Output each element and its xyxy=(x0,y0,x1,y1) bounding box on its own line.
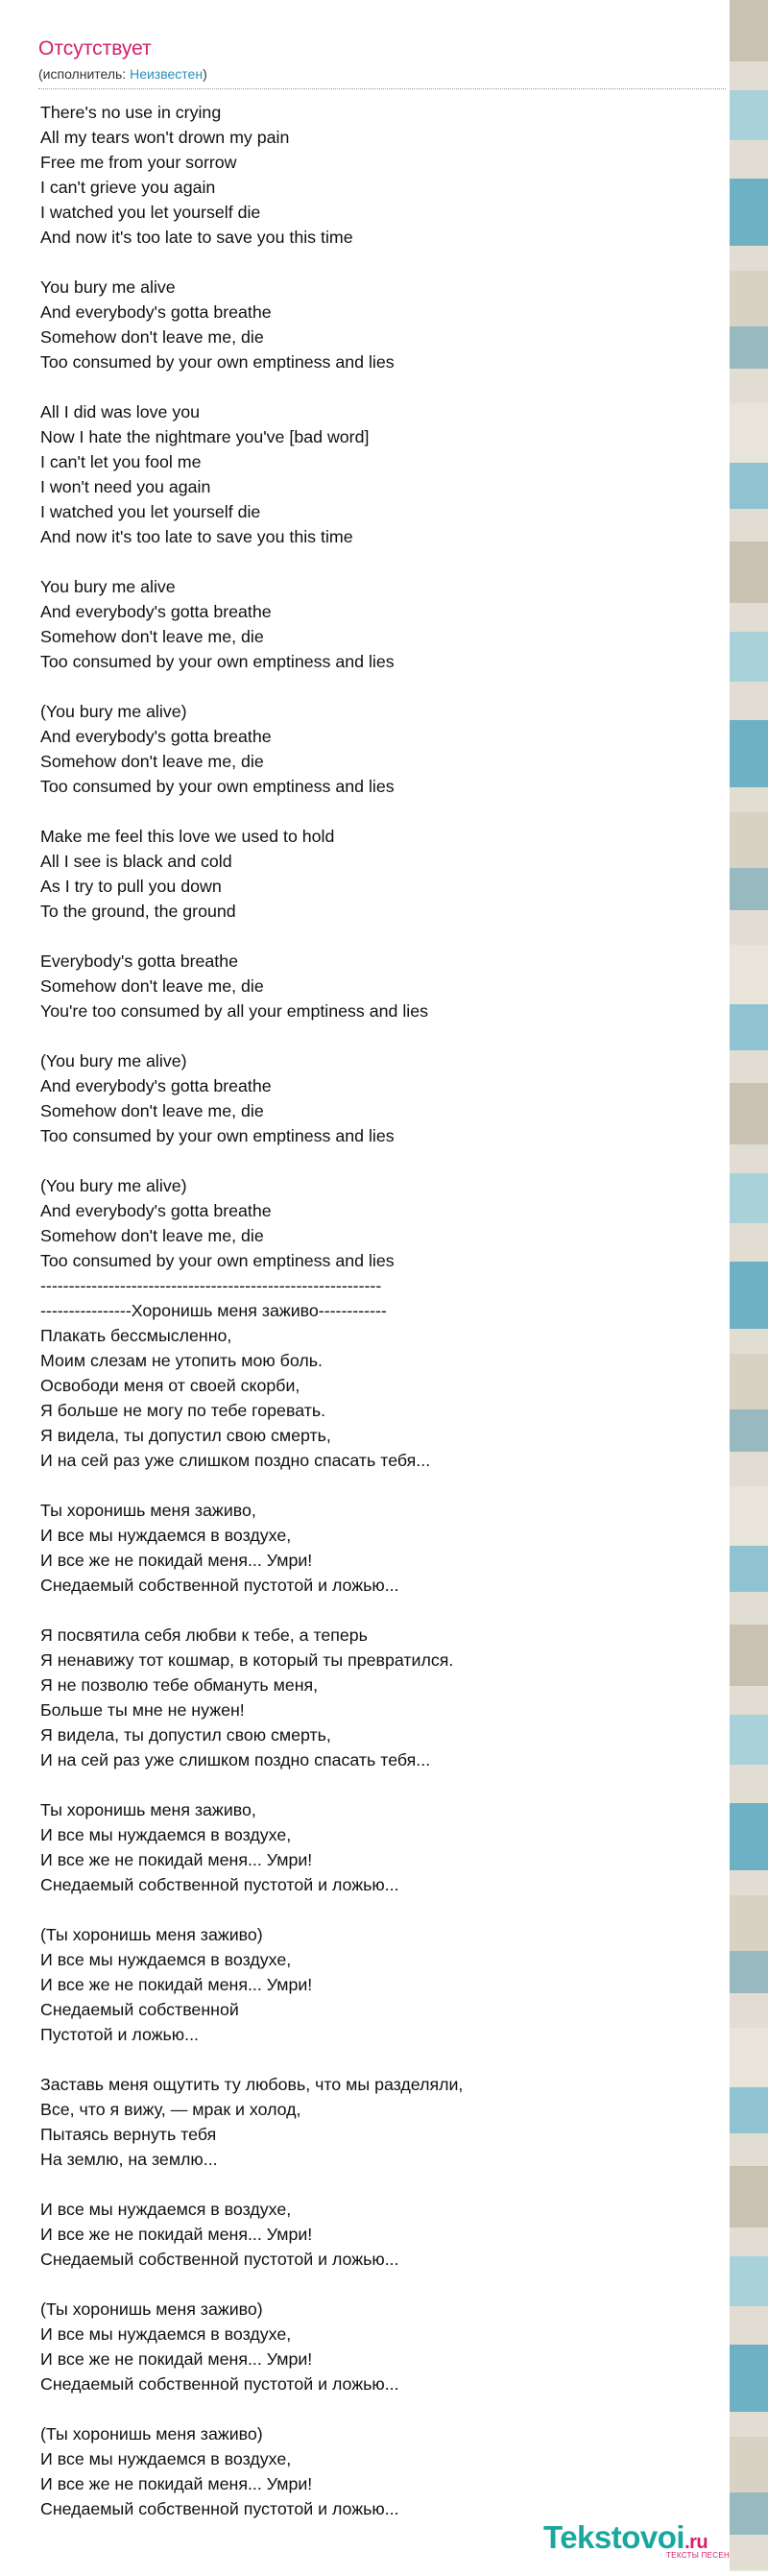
decorative-stripe xyxy=(730,2133,768,2166)
lyrics-line: All I did was love you xyxy=(40,402,201,421)
lyrics-line: Somehow don't leave me, die xyxy=(40,752,264,771)
lyrics-line: I can't grieve you again xyxy=(40,178,216,197)
decorative-stripe xyxy=(730,1173,768,1223)
decorative-stripe xyxy=(730,2166,768,2227)
decorative-stripe xyxy=(730,1452,768,1486)
lyrics-line: Моим слезам не утопить мою боль. xyxy=(40,1351,323,1370)
lyrics-blank-line xyxy=(40,674,712,699)
lyrics-line: As I try to pull you down xyxy=(40,877,222,896)
lyrics-blank-line xyxy=(40,2172,712,2197)
lyrics-line: И все же не покидай меня... Умри! xyxy=(40,2474,313,2493)
decorative-stripe xyxy=(730,1083,768,1144)
performer-suffix: ) xyxy=(203,66,207,82)
lyrics-line: I watched you let yourself die xyxy=(40,502,261,521)
decorative-stripe xyxy=(730,2028,768,2087)
lyrics-blank-line xyxy=(40,2272,712,2297)
lyrics-line: Somehow don't leave me, die xyxy=(40,1101,264,1120)
decorative-stripe xyxy=(730,1765,768,1803)
lyrics-line: (Ты хоронишь меня заживо) xyxy=(40,2424,263,2444)
lyrics-line: Free me from your sorrow xyxy=(40,153,237,172)
lyrics-line: Too consumed by your own emptiness and lies xyxy=(40,652,395,671)
decorative-stripe xyxy=(730,2256,768,2306)
decorative-stripe xyxy=(730,2087,768,2133)
logo-main-text: Tekstovoi xyxy=(543,2519,685,2555)
decorative-stripe xyxy=(730,1870,768,1895)
decorative-stripe xyxy=(730,1329,768,1354)
lyrics-line: И на сей раз уже слишком поздно спасать тебя... xyxy=(40,1750,431,1769)
lyrics-blank-line xyxy=(40,1897,712,1922)
lyrics-line: Снедаемый собственной пустотой и ложью... xyxy=(40,1875,399,1894)
decorative-stripe xyxy=(730,369,768,403)
lyrics-text xyxy=(40,100,712,2521)
lyrics-line: And now it's too late to save you this time xyxy=(40,527,353,546)
lyrics-line: И все мы нуждаемся в воздухе, xyxy=(40,1950,292,1969)
decorative-stripe xyxy=(730,1546,768,1592)
decorative-stripe xyxy=(730,542,768,603)
decorative-stripe-background xyxy=(730,0,768,2571)
decorative-stripe xyxy=(730,1144,768,1173)
lyrics-line: Больше ты мне не нужен! xyxy=(40,1700,245,1720)
lyrics-line: And everybody's gotta breathe xyxy=(40,1076,272,1095)
decorative-stripe xyxy=(730,1354,768,1409)
decorative-stripe xyxy=(730,1715,768,1765)
decorative-stripe xyxy=(730,1050,768,1083)
decorative-stripe xyxy=(730,0,768,61)
lyrics-blank-line xyxy=(40,549,712,574)
lyrics-blank-line xyxy=(40,1148,712,1173)
decorative-stripe xyxy=(730,632,768,682)
decorative-stripe xyxy=(730,90,768,140)
lyrics-line: Освободи меня от своей скорби, xyxy=(40,1376,300,1395)
lyrics-blank-line xyxy=(40,374,712,399)
decorative-stripe xyxy=(730,1686,768,1715)
lyrics-blank-line xyxy=(40,2396,712,2421)
lyrics-line: And now it's too late to save you this time xyxy=(40,228,353,247)
decorative-stripe xyxy=(730,1004,768,1050)
lyrics-line: И все мы нуждаемся в воздухе, xyxy=(40,2324,292,2344)
decorative-stripe xyxy=(730,2535,768,2569)
decorative-stripe xyxy=(730,1592,768,1625)
lyrics-line: Я ненавижу тот кошмар, в который ты превратился. xyxy=(40,1650,454,1670)
decorative-stripe xyxy=(730,2492,768,2535)
lyrics-line: На землю, на землю... xyxy=(40,2150,218,2169)
lyrics-blank-line xyxy=(40,1772,712,1797)
decorative-stripe xyxy=(730,910,768,945)
lyrics-line: You bury me alive xyxy=(40,577,176,596)
lyrics-line: Снедаемый собственной xyxy=(40,2000,239,2019)
decorative-stripe xyxy=(730,1895,768,1951)
decorative-stripe xyxy=(730,1951,768,1993)
lyrics-line: Somehow don't leave me, die xyxy=(40,327,264,347)
decorative-stripe xyxy=(730,1803,768,1870)
lyrics-blank-line xyxy=(40,2047,712,2072)
decorative-stripe xyxy=(730,2437,768,2492)
lyrics-line: Ты хоронишь меня заживо, xyxy=(40,1800,256,1819)
lyrics-line: Все, что я вижу, — мрак и холод, xyxy=(40,2100,301,2119)
lyrics-line: I won't need you again xyxy=(40,477,211,496)
lyrics-line: ----------------Хоронишь меня заживо------------ xyxy=(40,1301,387,1320)
lyrics-line: And everybody's gotta breathe xyxy=(40,727,272,746)
lyrics-line: (Ты хоронишь меня заживо) xyxy=(40,1925,263,1944)
song-title: Отсутствует xyxy=(38,37,152,60)
decorative-stripe xyxy=(730,326,768,369)
lyrics-line: Пустотой и ложью... xyxy=(40,2025,199,2044)
lyrics-line: And everybody's gotta breathe xyxy=(40,302,272,322)
performer-link[interactable]: Неизвестен xyxy=(130,66,204,82)
lyrics-line: И все же не покидай меня... Умри! xyxy=(40,2349,313,2369)
decorative-stripe xyxy=(730,61,768,90)
lyrics-line: Somehow don't leave me, die xyxy=(40,627,264,646)
lyrics-line: Ты хоронишь меня заживо, xyxy=(40,1501,256,1520)
lyrics-line: Too consumed by your own emptiness and lies xyxy=(40,1251,395,1270)
decorative-stripe xyxy=(730,2412,768,2437)
decorative-stripe xyxy=(730,1223,768,1262)
lyrics-line: И все же не покидай меня... Умри! xyxy=(40,1850,313,1869)
lyrics-line: И все же не покидай меня... Умри! xyxy=(40,2225,313,2244)
lyrics-line: Too consumed by your own emptiness and lies xyxy=(40,1126,395,1145)
lyrics-line: Снедаемый собственной пустотой и ложью... xyxy=(40,2499,399,2518)
decorative-stripe xyxy=(730,1993,768,2028)
lyrics-blank-line xyxy=(40,1023,712,1048)
lyrics-line: ------------------------------------------------------------ xyxy=(40,1276,382,1295)
lyrics-line: All my tears won't drown my pain xyxy=(40,128,290,147)
lyrics-line: Too consumed by your own emptiness and lies xyxy=(40,777,395,796)
lyrics-line: All I see is black and cold xyxy=(40,852,232,871)
lyrics-line: Пытаясь вернуть тебя xyxy=(40,2125,217,2144)
lyrics-line: Now I hate the nightmare you've [bad word] xyxy=(40,427,370,446)
lyrics-line: I can't let you fool me xyxy=(40,452,202,471)
lyrics-line: Я посвятила себя любви к тебе, а теперь xyxy=(40,1625,368,1645)
decorative-stripe xyxy=(730,2227,768,2256)
decorative-stripe xyxy=(730,682,768,720)
decorative-stripe xyxy=(730,603,768,632)
lyrics-line: You're too consumed by all your emptiness and lies xyxy=(40,1001,429,1021)
decorative-stripe xyxy=(730,2345,768,2412)
decorative-stripe xyxy=(730,868,768,910)
lyrics-line: There's no use in crying xyxy=(40,103,222,122)
lyrics-line: Снедаемый собственной пустотой и ложью... xyxy=(40,2374,399,2394)
decorative-stripe xyxy=(730,179,768,246)
lyrics-blank-line xyxy=(40,799,712,824)
decorative-stripe xyxy=(730,812,768,868)
lyrics-line: И все мы нуждаемся в воздухе, xyxy=(40,1526,292,1545)
header-divider xyxy=(38,88,726,89)
decorative-stripe xyxy=(730,140,768,179)
lyrics-line: Снедаемый собственной пустотой и ложью... xyxy=(40,2250,399,2269)
lyrics-line: Я видела, ты допустил свою смерть, xyxy=(40,1426,331,1445)
decorative-stripe xyxy=(730,1409,768,1452)
lyrics-line: Too consumed by your own emptiness and lies xyxy=(40,352,395,372)
logo-tld: .ru xyxy=(684,2532,708,2553)
lyrics-line: (Ты хоронишь меня заживо) xyxy=(40,2299,263,2319)
lyrics-line: (You bury me alive) xyxy=(40,1051,187,1071)
lyrics-line: Make me feel this love we used to hold xyxy=(40,827,335,846)
decorative-stripe xyxy=(730,2306,768,2345)
decorative-stripe xyxy=(730,509,768,542)
site-logo[interactable] xyxy=(543,2520,735,2566)
lyrics-blank-line xyxy=(40,250,712,275)
lyrics-line: Somehow don't leave me, die xyxy=(40,1226,264,1245)
lyrics-line: You bury me alive xyxy=(40,277,176,297)
lyrics-line: And everybody's gotta breathe xyxy=(40,602,272,621)
lyrics-line: Заставь меня ощутить ту любовь, что мы разделяли, xyxy=(40,2075,464,2094)
lyrics-line: (You bury me alive) xyxy=(40,1176,187,1195)
lyrics-line: Плакать бессмысленно, xyxy=(40,1326,232,1345)
lyrics-blank-line xyxy=(40,1473,712,1498)
lyrics-line: Everybody's gotta breathe xyxy=(40,951,239,971)
lyrics-line: To the ground, the ground xyxy=(40,902,236,921)
decorative-stripe xyxy=(730,720,768,787)
decorative-stripe xyxy=(730,945,768,1004)
decorative-stripe xyxy=(730,1486,768,1546)
lyrics-line: Я больше не могу по тебе горевать. xyxy=(40,1401,326,1420)
decorative-stripe xyxy=(730,787,768,812)
performer-line xyxy=(38,65,730,83)
decorative-stripe xyxy=(730,403,768,463)
decorative-stripe xyxy=(730,1625,768,1686)
lyrics-line: (You bury me alive) xyxy=(40,702,187,721)
lyrics-line: I watched you let yourself die xyxy=(40,203,261,222)
lyrics-line: Somehow don't leave me, die xyxy=(40,976,264,996)
lyrics-line: And everybody's gotta breathe xyxy=(40,1201,272,1220)
lyrics-line: И все же не покидай меня... Умри! xyxy=(40,1975,313,1994)
lyrics-line: Я видела, ты допустил свою смерть, xyxy=(40,1725,331,1745)
logo-subtitle: ТЕКСТЫ ПЕСЕН xyxy=(666,2551,731,2560)
decorative-stripe xyxy=(730,463,768,509)
lyrics-line: И на сей раз уже слишком поздно спасать тебя... xyxy=(40,1451,431,1470)
decorative-stripe xyxy=(730,271,768,326)
lyrics-blank-line xyxy=(40,924,712,949)
lyrics-line: И все мы нуждаемся в воздухе, xyxy=(40,2449,292,2468)
lyrics-line: И все же не покидай меня... Умри! xyxy=(40,1551,313,1570)
lyrics-line: Я не позволю тебе обмануть меня, xyxy=(40,1675,319,1695)
song-header xyxy=(38,36,730,83)
decorative-stripe xyxy=(730,1262,768,1329)
decorative-stripe xyxy=(730,246,768,271)
lyrics-line: И все мы нуждаемся в воздухе, xyxy=(40,2200,292,2219)
lyrics-line: И все мы нуждаемся в воздухе, xyxy=(40,1825,292,1844)
lyrics-blank-line xyxy=(40,1598,712,1623)
performer-prefix: (исполнитель: xyxy=(38,66,131,82)
lyrics-line: Снедаемый собственной пустотой и ложью... xyxy=(40,1576,399,1595)
